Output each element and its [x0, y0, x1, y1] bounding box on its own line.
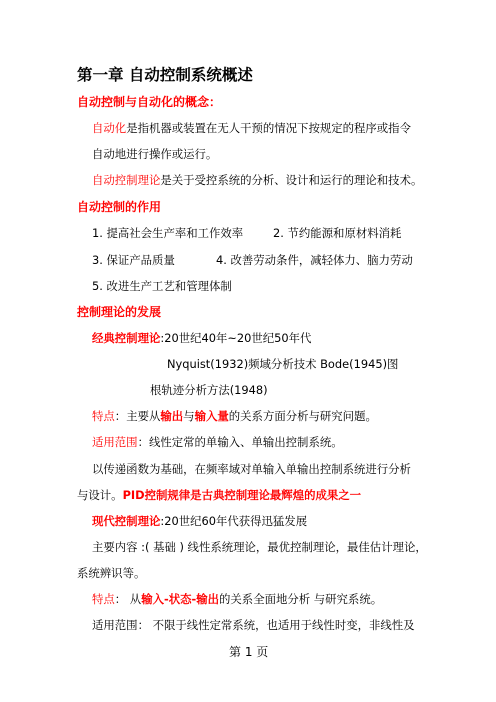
paragraph-text: 与设计。: [77, 488, 123, 502]
term-input: 输入量: [194, 409, 229, 423]
feature-label: 特点: [92, 409, 115, 423]
term-control-theory: 自动控制理论: [92, 173, 161, 187]
chapter-title: 第一章 自动控制系统概述: [77, 66, 253, 84]
feature-text-a: ：主要从: [114, 409, 161, 423]
classic-paragraph-line1: 以传递函数为基础，在频率域对单输入单输出控制系统进行分析: [92, 462, 411, 476]
classic-theory-line: [92, 330, 311, 346]
modern-feature-label: 特点: [92, 592, 115, 606]
section-heading-development: 控制理论的发展: [77, 305, 162, 319]
term-automation: 自动化: [92, 121, 127, 135]
list-item-1: 1. 提高社会生产率和工作效率: [92, 226, 244, 240]
paragraph-control-theory: [92, 172, 422, 188]
classic-feature-line: [92, 408, 377, 424]
term-output: 输出: [160, 409, 184, 423]
automation-definition: 是指机器或装置在无人干预的情况下按规定的程序或指令: [126, 121, 411, 135]
scope-label: 适用范围: [92, 435, 138, 449]
modern-content-line2: 系统辨识等。: [77, 566, 146, 580]
classic-paragraph-line2: [77, 487, 361, 503]
feature-text-c: 与: [183, 409, 195, 423]
section-heading-concepts: 自动控制与自动化的概念：: [77, 95, 222, 109]
modern-theory-period: :20世纪60年代获得迅猛发展: [160, 514, 308, 528]
scope-text: ：线性定常的单输入、单输出控制系统。: [137, 435, 343, 449]
modern-content-line1: 主要内容 :( 基础 ) 线性系统理论，最优控制理论，最佳估计理论，: [92, 540, 427, 554]
section-heading-roles: 自动控制的作用: [77, 200, 162, 214]
classic-theory-period: :20世纪40年~20世纪50年代: [160, 331, 312, 345]
modern-theory-line: [92, 513, 307, 529]
paragraph-automation-line2: 自动地进行操作或运行。: [92, 147, 218, 161]
list-item-4: 4. 改善劳动条件，减轻体力、脑力劳动: [216, 253, 413, 267]
control-theory-definition: 是关于受控系统的分析、设计和运行的理论和技术。: [160, 173, 423, 187]
feature-text-d: 的关系方面分析与研究问题。: [228, 409, 377, 423]
modern-feature-c: 的关系全面地分析 与研究系统。: [219, 592, 383, 606]
modern-scope-line: 适用范围： 不限于线性定常系统，也适用于线性时变，非线性及: [92, 618, 415, 632]
term-modern-theory: 现代控制理论: [92, 514, 161, 528]
modern-feature-a: ： 从: [114, 592, 142, 606]
paragraph-automation: [92, 120, 411, 136]
list-item-2: 2. 节约能源和原材料消耗: [273, 226, 402, 240]
modern-feature-line: [92, 591, 382, 607]
term-input-state-output: 输入-状态-输出: [141, 592, 220, 606]
classic-methods-line1: Nyquist(1932)频域分析技术 Bode(1945)图: [167, 357, 399, 371]
term-classic-theory: 经典控制理论: [92, 331, 161, 345]
list-item-3: 3. 保证产品质量: [92, 253, 175, 267]
list-item-5: 5. 改进生产工艺和管理体制: [92, 279, 232, 293]
classic-scope-line: [92, 434, 343, 450]
pid-highlight: PID控制规律是古典控制理论最辉煌的成果之一: [122, 488, 362, 502]
page-number: 第 1 页: [229, 645, 269, 659]
classic-methods-line2: 根轨迹分析方法(1948): [150, 383, 268, 397]
